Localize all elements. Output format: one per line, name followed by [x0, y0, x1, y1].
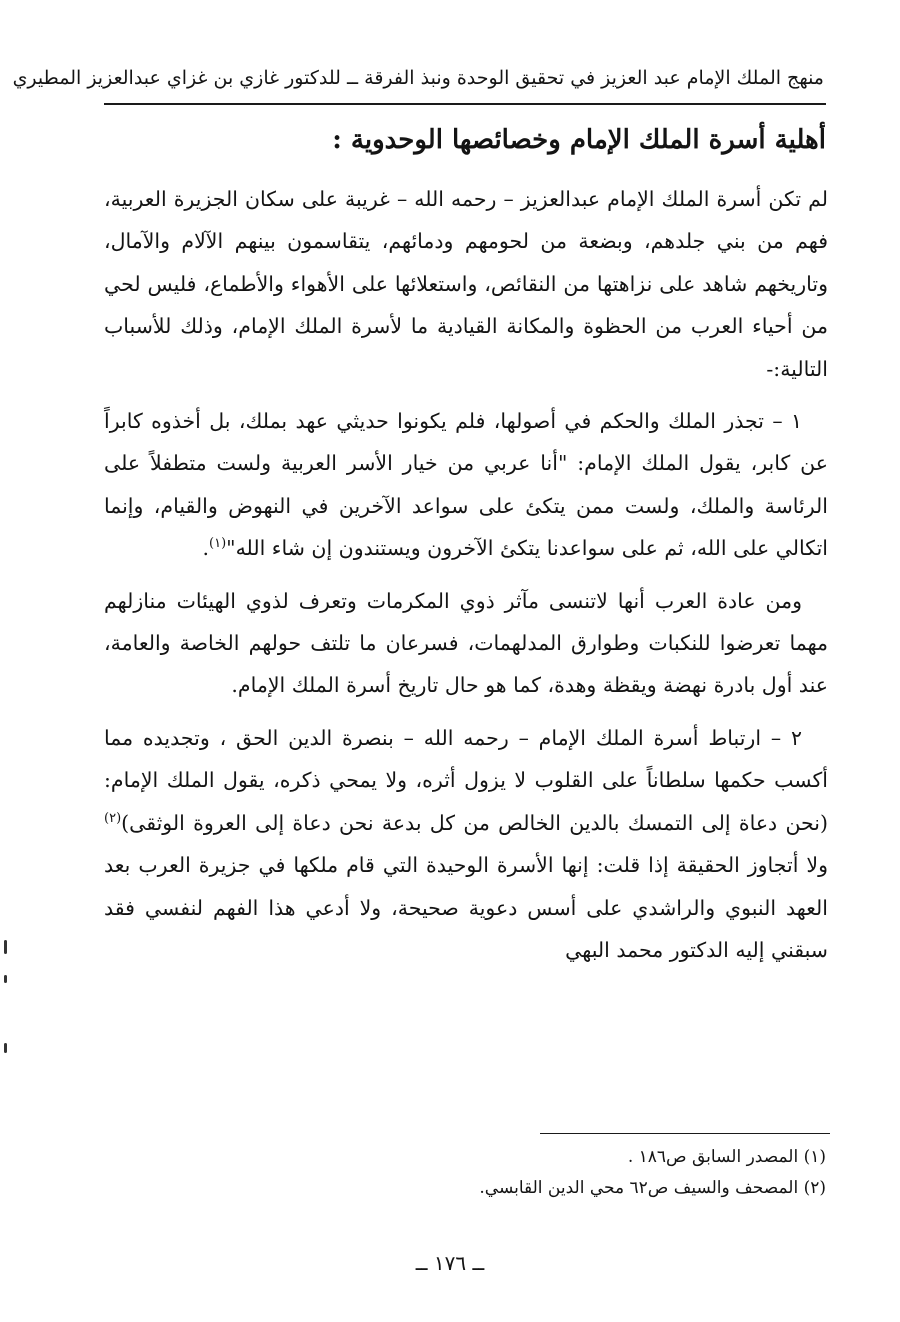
running-header: منهج الملك الإمام عبد العزيز في تحقيق الوحدة ونبذ الفرقة ــ للدكتور غازي بن غزاي عبدالعزيز المطيري [12, 67, 824, 89]
footnote-1: (١) المصدر السابق ص١٨٦ . [627, 1147, 826, 1167]
paragraph-arab-custom [104, 580, 828, 707]
section-heading: أهلية أسرة الملك الإمام وخصائصها الوحدوية : [332, 125, 826, 155]
paragraph-text: ٢ – ارتباط أسرة الملك الإمام – رحمه الله – بنصرة الدين الحق ، وتجديده مما أكسب حكمها سلطاناً على القلوب لا يزول أثره، ولا يمحي ذكره، يقول الملك الإمام: (نحن دعاة إلى التمسك بالدين الخالص من كل بدعة نحن دعاة إلى العروة الوثقى) [104, 725, 828, 835]
footnote-2: (٢) المصحف والسيف ص٦٢ محي الدين القابسي. [479, 1178, 826, 1198]
page-number: ــ ١٧٦ ــ [415, 1251, 485, 1275]
scan-artifact [4, 975, 7, 983]
paragraph-intro [104, 178, 828, 390]
footnote-reference: (١) [209, 536, 227, 552]
scan-artifact [4, 1043, 7, 1053]
footnote-reference: (٢) [104, 810, 122, 826]
footnotes [104, 1142, 826, 1204]
body-text [104, 178, 828, 981]
paragraph-text: لم تكن أسرة الملك الإمام عبدالعزيز – رحمه الله – غريبة على سكان الجزيرة العربية، فهم من بني جلدهم، وبضعة من لحومهم ودمائهم، يتقاسمون بينهم الآلام والآمال، وتاريخهم شاهد على نزاهتها من النقائص، واستعلائها على الأهواء والأطماع، فليس لحي من أحياء العرب من الحظوة والمكانة القيادية ما لأسرة الملك الإمام، وذلك للأسباب التالية:- [104, 187, 828, 381]
scan-artifact [4, 940, 7, 954]
paragraph-text: ١ – تجذر الملك والحكم في أصولها، فلم يكونوا حديثي عهد بملك، بل أخذوه كابراً عن كابر، يقول الملك الإمام: "أنا عربي من خيار الأسر العربية ولست متطفلاً على الرئاسة والملك، ولست ممن يتكئ على سواعد الآخرين في النهوض والقيام، وإنما اتكالي على الله، ثم على سواعدنا يتكئ الآخرون ويستندون إن شاء الله" [104, 409, 828, 561]
paragraph-tail: . [202, 536, 209, 561]
paragraph-tail: ولا أتجاوز الحقيقة إذا قلت: إنها الأسرة الوحيدة التي قام ملكها في جزيرة العرب بعد العهد النبوي والراشدي على أسس دعوية صحيحة، ولا أدعي هذا الفهم لنفسي فقد سبقني إليه الدكتور محمد البهي [104, 853, 828, 962]
paragraph-point-1 [104, 400, 828, 570]
header-rule [104, 103, 826, 105]
paragraph-point-2 [104, 717, 828, 971]
footnote-separator [540, 1133, 830, 1134]
paragraph-text: ومن عادة العرب أنها لاتنسى مآثر ذوي المكرمات وتعرف لذوي الهيئات منازلهم مهما تعرضوا للنكبات وطوارق المدلهمات، فسرعان ما تلتف حولهم الخاصة والعامة، عند أول بادرة نهضة ويقظة وهدة، كما هو حال تاريخ أسرة الملك الإمام. [104, 588, 828, 698]
